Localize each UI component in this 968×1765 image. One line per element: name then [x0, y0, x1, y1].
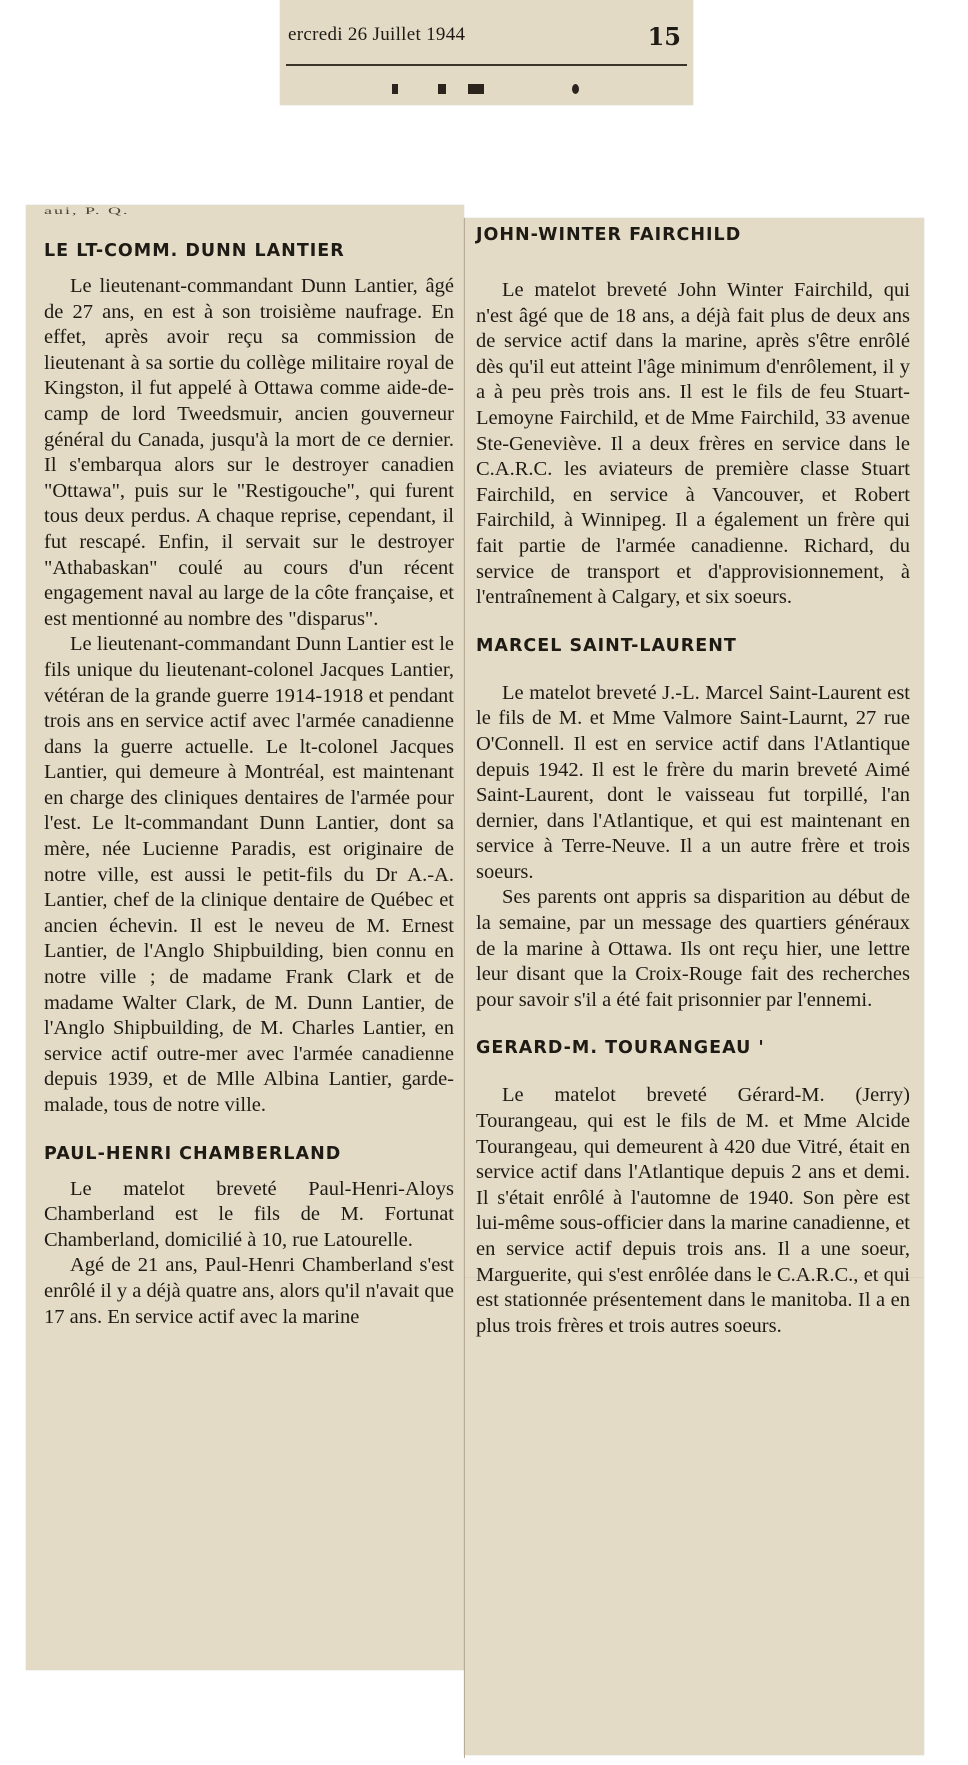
article-paragraph: Le matelot breveté Gérard-M. (Jerry) Tourangeau, qui est le fils de M. et Mme Alcide Tourangeau, qui demeurent à 420 due Vitré, était en service actif dans l'Atlantique depuis 2 ans et demi. Il s'était enrôlé à l'automne de 1940. Son père est lui-même sous-officier dans la marine canadienne, et en service actif depuis trois ans. Il a une soeur, Marguerite, qui s'est enrôlée dans le C.A.R.C., et qui est stationnée présentement dans le manitoba. Il a en plus trois frères et trois autres soeurs. [476, 1084, 910, 1337]
right-column-clipping-bottom [464, 1278, 924, 1755]
article-heading-tourangeau: GERARD-M. TOURANGEAU ' [476, 1038, 765, 1059]
article-paragraph: Le matelot breveté Paul-Henri-Aloys Chamberland est le fils de M. Fortunat Chamberland, domicilié à 10, rue Latourelle. [44, 1177, 454, 1251]
article-paragraph: Agé de 21 ans, Paul-Henri Chamberland s'est enrôlé il y a déjà quatre ans, alors qu'il n'avait que 17 ans. En service actif avec la marine [44, 1254, 454, 1328]
page-number: 15 [647, 22, 681, 51]
right-column [476, 222, 910, 1339]
article-paragraph: Ses parents ont appris sa disparition au début de la semaine, par un message des quartiers généraux de la marine à Ottawa. Ils ont reçu hier, une lettre leur disant que la Croix-Rouge fait des recherches pour savoir s'il a été fait prisonnier par l'ennemi. [476, 886, 910, 1011]
article-paragraph: Le matelot breveté J.-L. Marcel Saint-Laurent est le fils de M. et Mme Valmore Saint-Laurnt, 27 rue O'Connell. Il est en service actif dans l'Atlantique depuis 1942. Il est le frère du marin breveté Aimé Saint-Laurent, dont le vaisseau fut torpillé, l'an dernier, dans l'Atlantique, et qui est maintenant en service à Terre-Neuve. Il a un autre frère et trois soeurs. [476, 681, 910, 883]
column-divider [464, 218, 465, 1758]
header-clipping [280, 0, 693, 105]
left-column [44, 238, 454, 1330]
article-heading-chamberland: PAUL-HENRI CHAMBERLAND [44, 1143, 342, 1164]
article-heading-saint-laurent: MARCEL SAINT-LAURENT [476, 635, 737, 656]
article-heading-fairchild: JOHN-WINTER FAIRCHILD [476, 225, 742, 245]
header-rule [286, 64, 687, 66]
issue-date: ercredi 26 Juillet 1944 [288, 24, 466, 45]
article-heading-lantier: LE LT-COMM. DUNN LANTIER [44, 241, 345, 261]
article-paragraph: Le lieutenant-commandant Dunn Lantier, âgé de 27 ans, en est à son troisième naufrage. En effet, après avoir reçu sa commission de lieutenant à sa sortie du collège militaire royal de Kingston, il fut appelé à Ottawa comme aide-de-camp de lord Tweedsmuir, ancien gouverneur général du Canada, jusqu'à la mort de ce dernier. Il s'embarqua alors sur le destroyer canadien "Ottawa", puis sur le "Restigouche", qui furent tous deux perdus. A chaque reprise, cependant, il fut rescapé. Enfin, il servait sur le destroyer "Athabaskan" coulé au cours d'un récent engagement naval au large de la côte française, et est mentionné au nombre des "disparus". [44, 275, 454, 630]
article-paragraph: Le lieutenant-commandant Dunn Lantier est le fils unique du lieutenant-colonel Jacques Lantier, vétéran de la grande guerre 1914-1918 et pendant trois ans en service actif avec l'armée canadienne dans la guerre actuelle. Le lt-colonel Jacques Lantier, qui demeure à Montréal, est maintenant en charge des cliniques dentaires de l'armée pour l'est. Le lt-commandant Dunn Lantier, dont sa mère, née Lucienne Paradis, est originaire de notre ville, est aussi le petit-fils du Dr A.-A. Lantier, chef de la clinique dentaire de Québec et ancien échevin. Il est le neveu de M. Ernest Lantier, de l'Anglo Shipbuilding, bien connu en notre ville ; de madame Frank Clark et de madame Walter Clark, de M. Dunn Lantier, de l'Anglo Shipbuilding, de M. Charles Lantier, en service actif outre-mer avec l'armée canadienne depuis 1939, et de Mlle Albina Lantier, garde-malade, tous de notre ville. [44, 633, 454, 1116]
torn-print-marks [340, 84, 640, 98]
cut-off-text-fragment: aui, P. Q. [44, 205, 130, 216]
article-paragraph: Le matelot breveté John Winter Fairchild, qui n'est âgé que de 18 ans, a déjà fait plus de deux ans de service actif dans la marine, après s'être enrôlé dès qu'il eut atteint l'âge minimum d'enrôlement, il y a à peu près trois ans. Il est le fils de feu Stuart-Lemoyne Fairchild, et de Mme Fairchild, 33 avenue Ste-Geneviève. Il a deux frères en service dans le C.A.R.C. les aviateurs de première classe Stuart Fairchild, en service à Vancouver, et Robert Fairchild, à Winnipeg. Il a également un frère qui fait partie de l'armée canadienne. Richard, du service de transport et d'approvisionnement, à l'entraînement à Calgary, et six soeurs. [476, 279, 910, 609]
